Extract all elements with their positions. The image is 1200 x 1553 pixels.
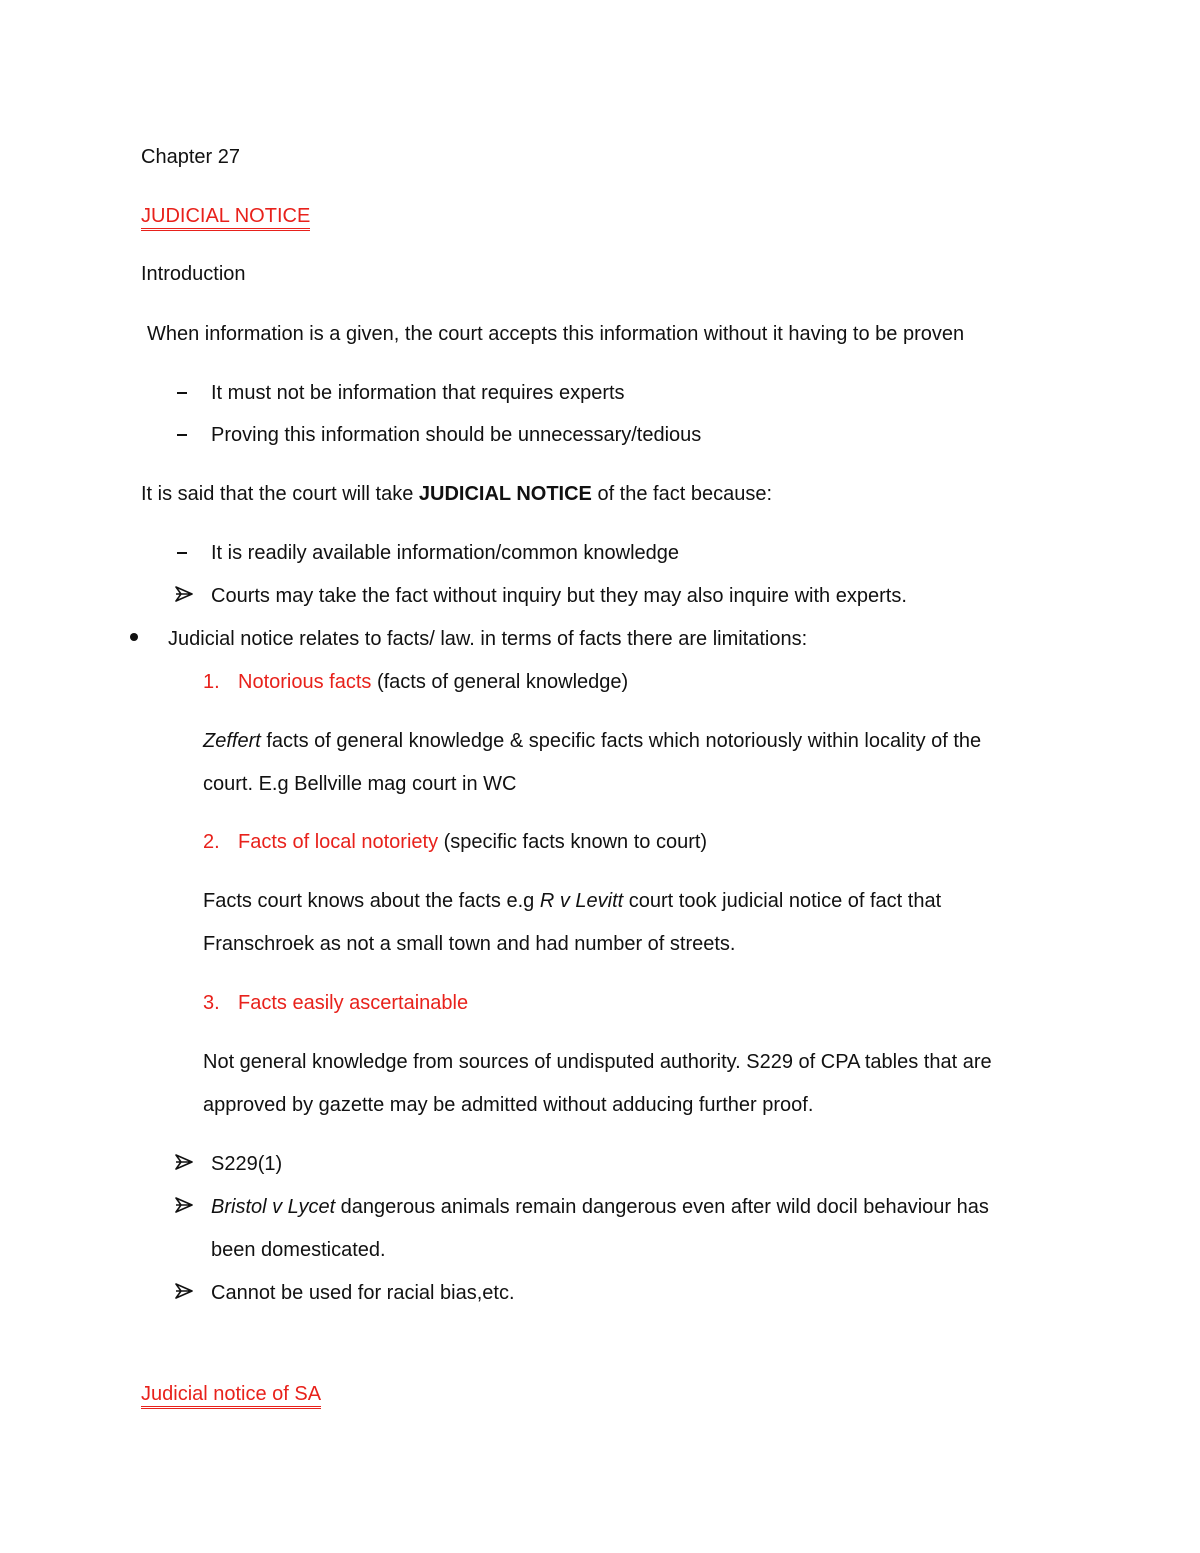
arrowhead-icon <box>175 1154 193 1170</box>
chapter-label: Chapter 27 <box>141 146 240 168</box>
dash-item-text: Proving this information should be unnecessary/tedious <box>211 424 702 446</box>
heading-judicial-notice <box>141 204 310 228</box>
arrow-item-text: S229(1) <box>211 1153 283 1175</box>
numbered-item-1-number: 1. <box>203 671 220 693</box>
heading-judicial-notice-text: JUDICIAL NOTICE <box>141 205 310 231</box>
judicial-sentence-bold: JUDICIAL NOTICE <box>418 483 592 505</box>
arrow-item-text: Cannot be used for racial bias,etc. <box>211 1282 515 1304</box>
numbered-item-3-body-line2: approved by gazette may be admitted without adducing further proof. <box>203 1094 814 1116</box>
numbered-item-1-suffix: (facts of general knowledge) <box>371 671 629 693</box>
case-name-bristol-v-lycet: Bristol v Lycet <box>211 1196 336 1218</box>
numbered-item-1-body-line1 <box>203 729 981 753</box>
judicial-sentence-after: of the fact because: <box>591 483 773 505</box>
arrow-item-bristol <box>211 1195 989 1219</box>
judicial-sentence <box>141 482 772 506</box>
numbered-item-2-body-before: Facts court knows about the facts e.g <box>203 890 540 912</box>
numbered-item-1-title: Notorious facts <box>238 671 372 693</box>
intro-title: Introduction <box>141 263 246 285</box>
numbered-item-3-title: Facts easily ascertainable <box>238 992 469 1014</box>
dash-item <box>177 423 187 447</box>
arrow-item-text: Courts may take the fact without inquiry but they may also inquire with experts. <box>211 585 907 607</box>
bullet-item-text: Judicial notice relates to facts/ law. in terms of facts there are limitations: <box>168 628 808 650</box>
numbered-item-2-body-line2: Franschroek as not a small town and had number of streets. <box>203 933 736 955</box>
numbered-item-1-heading <box>238 670 628 694</box>
numbered-item-2-suffix: (specific facts known to court) <box>438 831 708 853</box>
numbered-item-2-body-line1 <box>203 889 941 913</box>
arrowhead-icon <box>175 586 193 602</box>
numbered-item-2-title: Facts of local notoriety <box>238 831 439 853</box>
judicial-sentence-before: It is said that the court will take <box>141 483 419 505</box>
heading-judicial-notice-sa <box>141 1382 321 1406</box>
numbered-item-1-body-line2: court. E.g Bellville mag court in WC <box>203 773 517 795</box>
dash-item-text: It must not be information that requires experts <box>211 382 625 404</box>
arrowhead-icon <box>175 1283 193 1299</box>
numbered-item-1-body-text: facts of general knowledge & specific facts which notoriously within locality of the <box>260 730 982 752</box>
numbered-item-2-body-after: court took judicial notice of fact that <box>623 890 942 912</box>
intro-text: When information is a given, the court accepts this information without it having to be proven <box>147 323 965 345</box>
arrowhead-icon <box>175 1197 193 1213</box>
arrow-item-bristol-continued: been domesticated. <box>211 1239 386 1261</box>
dash-icon <box>177 434 187 436</box>
dash-item-text: It is readily available information/common knowledge <box>211 542 680 564</box>
case-name-r-v-levitt: R v Levitt <box>539 890 624 912</box>
case-name-zeffert: Zeffert <box>203 730 261 752</box>
dash-icon <box>177 552 187 554</box>
heading-judicial-notice-sa-text: Judicial notice of SA <box>141 1383 321 1409</box>
dash-item <box>177 381 187 405</box>
arrow-item-bristol-text: dangerous animals remain dangerous even after wild docil behaviour has <box>335 1196 989 1218</box>
dash-icon <box>177 392 187 394</box>
bullet-icon <box>129 632 139 642</box>
numbered-item-3-body-line1: Not general knowledge from sources of undisputed authority. S229 of CPA tables that are <box>203 1051 992 1073</box>
dash-item <box>177 541 187 565</box>
numbered-item-2-heading <box>238 830 707 854</box>
numbered-item-2-number: 2. <box>203 831 220 853</box>
numbered-item-3-number: 3. <box>203 992 220 1014</box>
